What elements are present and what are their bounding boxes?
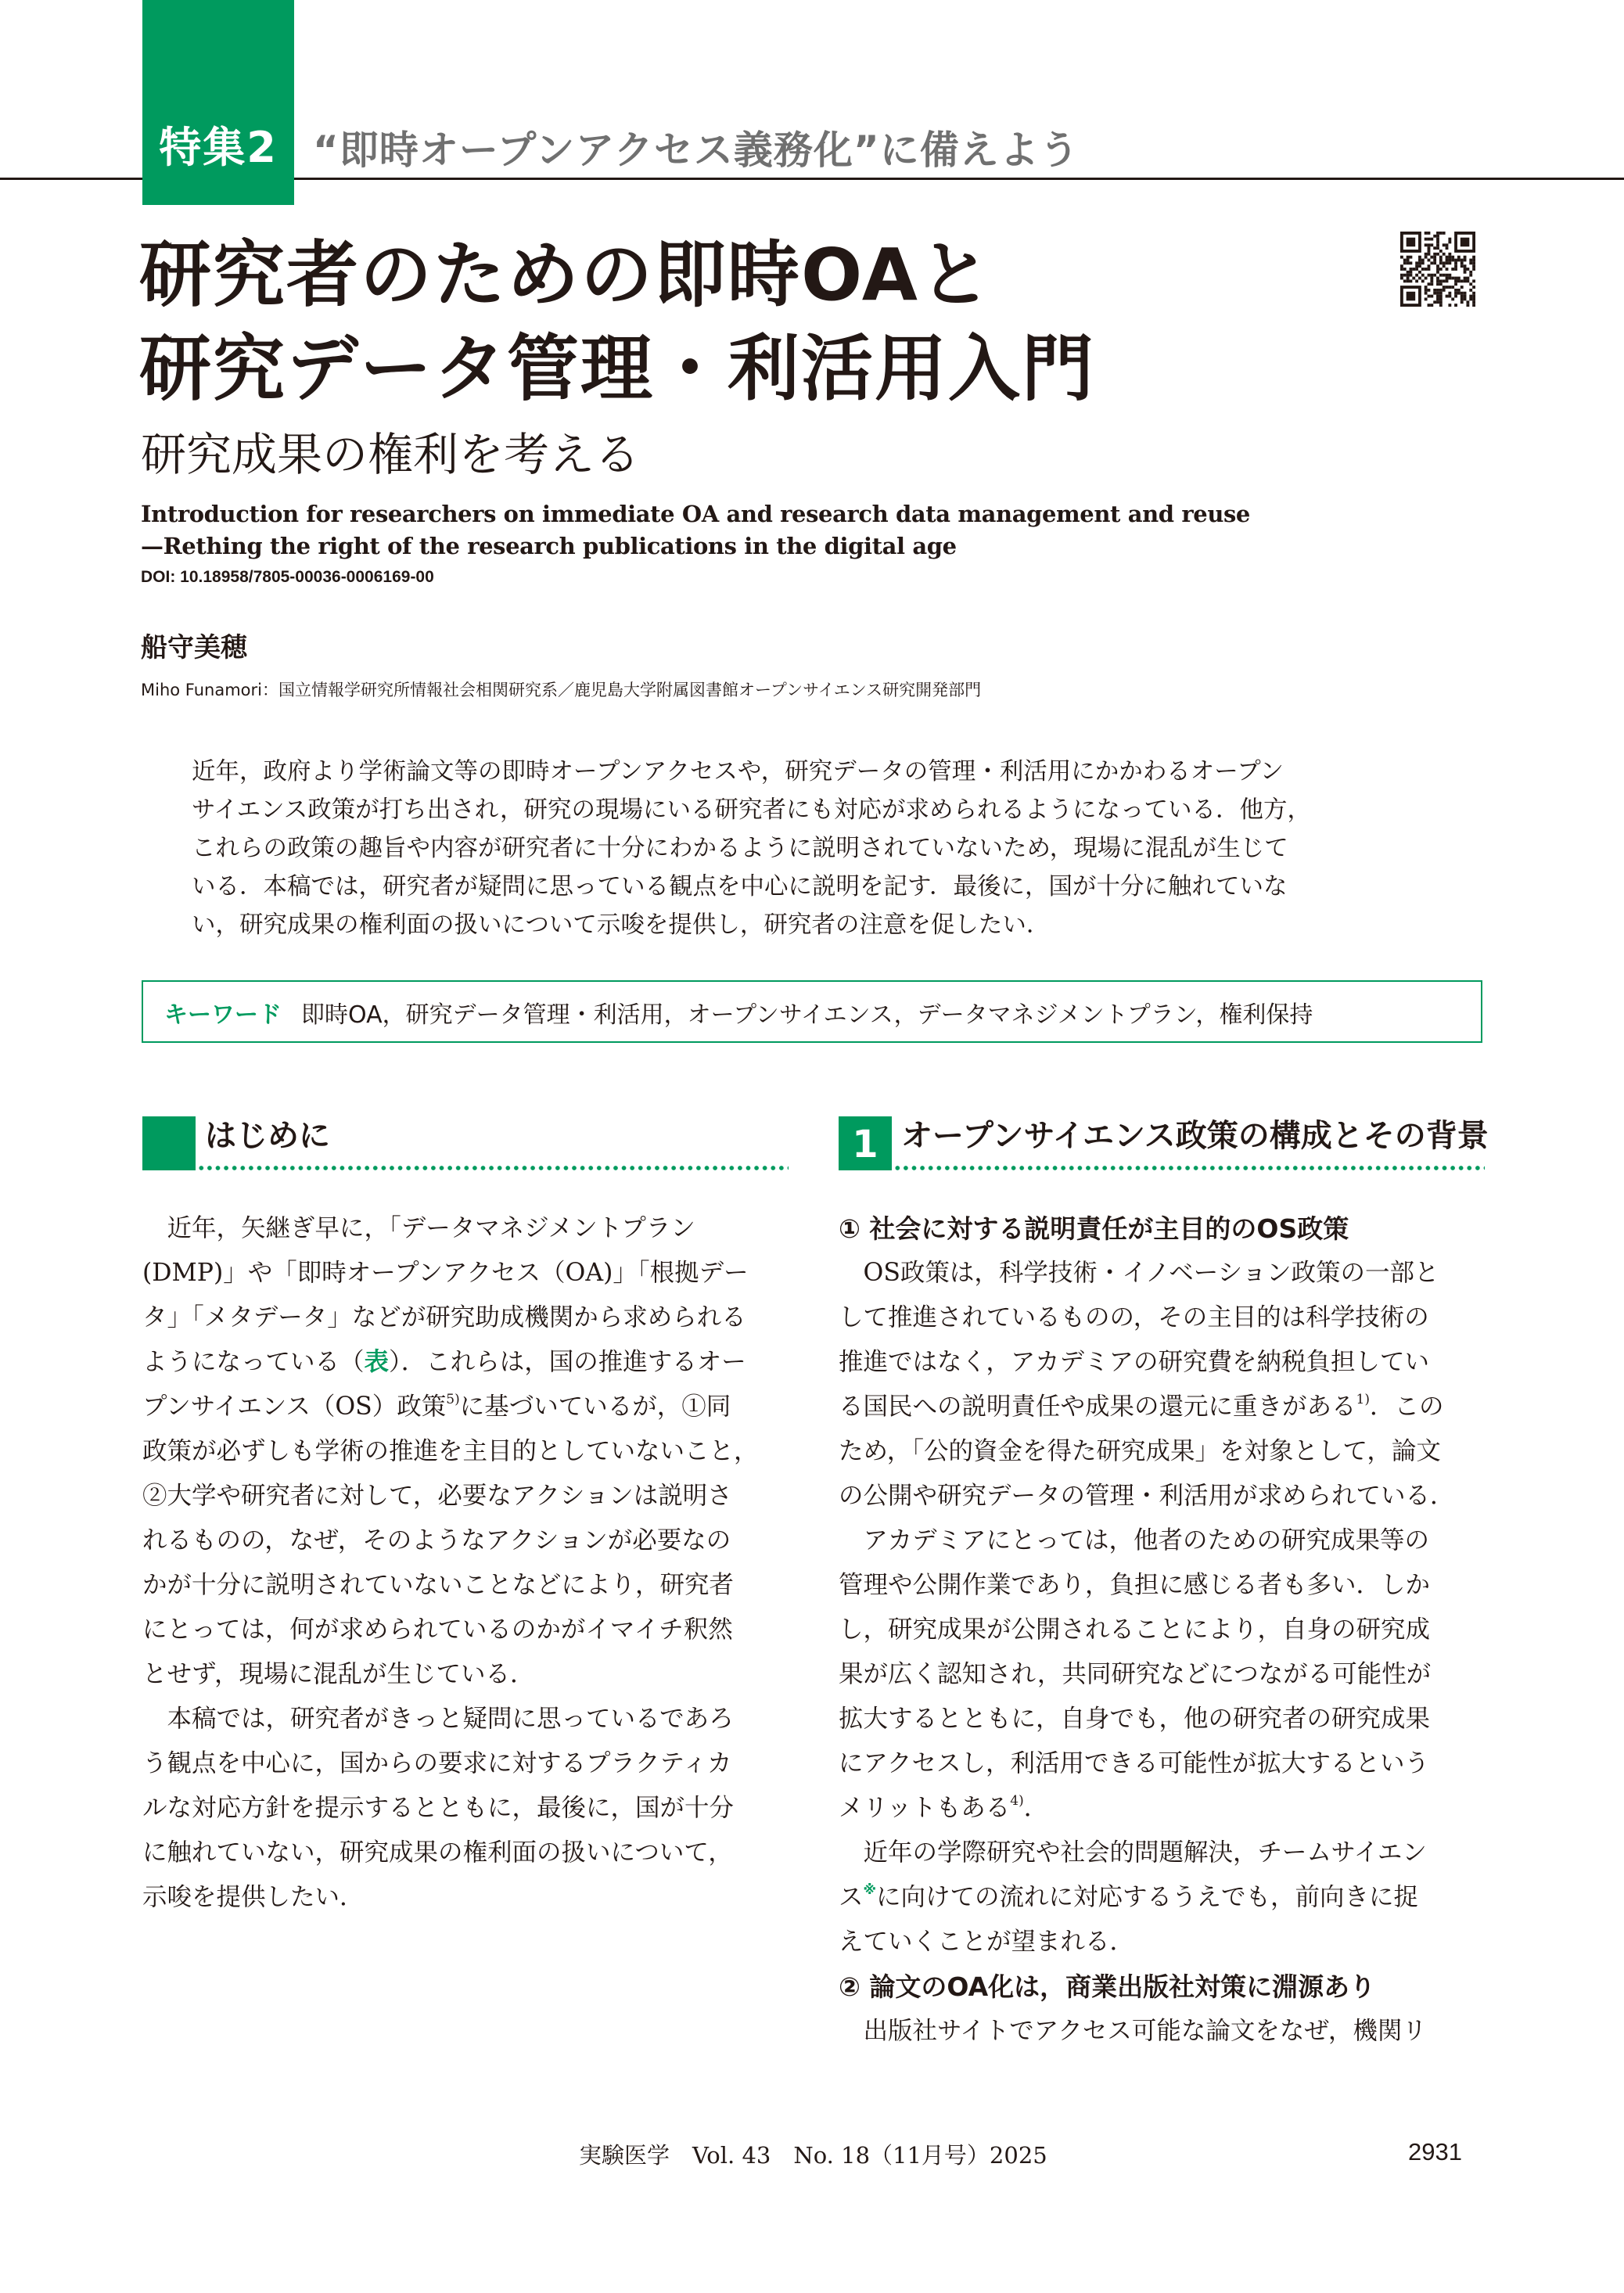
subsection-heading-1: ① 社会に対する説明責任が主目的のOS政策 bbox=[839, 1213, 1349, 1244]
subsection-1-body bbox=[839, 1251, 1486, 1964]
text-line bbox=[142, 1340, 790, 1385]
abstract-line: 近年，政府より学術論文等の即時オープンアクセスや，研究データの管理・利活用にかかわるオープン bbox=[192, 758, 1284, 785]
text-line: 拡大するとともに，自身でも，他の研究者の研究成果 bbox=[839, 1705, 1431, 1733]
page-number: 2931 bbox=[1408, 2138, 1462, 2165]
text-segment: に向けての流れに対応するうえでも，前向きに捉 bbox=[876, 1883, 1419, 1911]
article-subtitle: 研究成果の権利を考える bbox=[141, 428, 641, 481]
english-title-line-1: Introduction for researchers on immediate OA and research data management and reuse bbox=[141, 501, 1250, 527]
text-line: に触れていない，研究成果の権利面の扱いについて， bbox=[142, 1838, 733, 1867]
text-line: 果が広く認知され，共同研究などにつながる可能性が bbox=[839, 1660, 1432, 1688]
text-line: し，研究成果が公開されることにより，自身の研究成 bbox=[839, 1616, 1431, 1644]
section-marker bbox=[142, 1116, 196, 1170]
text-segment: ． bbox=[1023, 1794, 1049, 1822]
footnote-mark[interactable]: ※ bbox=[863, 1882, 877, 1898]
table-reference-link[interactable]: 表 bbox=[364, 1348, 390, 1376]
text-line bbox=[839, 1385, 1486, 1429]
left-column-body bbox=[142, 1206, 790, 1920]
text-line: えていくことが望まれる． bbox=[839, 1928, 1135, 1956]
abstract-line: サイエンス政策が打ち出され，研究の現場にいる研究者にも対応が求められるようになっている．他方， bbox=[192, 796, 1312, 824]
abstract-line: い，研究成果の権利面の扱いについて示唆を提供し，研究者の注意を促したい． bbox=[192, 911, 1051, 939]
section-title-1: オープンサイエンス政策の構成とその背景 bbox=[901, 1118, 1489, 1154]
doi[interactable]: DOI: 10.18958/7805-00036-0006169-00 bbox=[141, 568, 434, 586]
text-line bbox=[839, 1875, 1486, 1920]
text-line: にとっては，何が求められているのかがイマイチ釈然 bbox=[142, 1616, 733, 1644]
qr-code-icon[interactable] bbox=[1400, 232, 1475, 307]
text-line: して推進されているものの，その主目的は科学技術の bbox=[839, 1303, 1429, 1332]
author-affiliation: Miho Funamori：国立情報学研究所情報社会相関研究系／鹿児島大学附属図書館オープンサイエンス研究開発部門 bbox=[141, 681, 982, 699]
text-line: ため，「公的資金を得た研究成果」を対象として，論文 bbox=[839, 1437, 1441, 1465]
text-line: 近年の学際研究や社会的問題解決，チームサイエン bbox=[839, 1838, 1427, 1867]
keywords-text: 即時OA，研究データ管理・利活用，オープンサイエンス，データマネジメントプラン，権利保持 bbox=[301, 1001, 1313, 1029]
header-rule-right bbox=[294, 178, 1624, 180]
text-segment: ）．これらは，国の推進するオー bbox=[389, 1348, 746, 1376]
text-line: ルな対応方針を提示するとともに，最後に，国が十分 bbox=[142, 1794, 735, 1822]
section-title-intro: はじめに bbox=[205, 1118, 330, 1154]
abstract-line: これらの政策の趣旨や内容が研究者に十分にわかるように説明されていないため，現場に混乱が生じて bbox=[192, 835, 1288, 862]
text-segment: プンサイエンス（OS）政策 bbox=[142, 1393, 447, 1421]
article-title-line-2: 研究データ管理・利活用入門 bbox=[139, 327, 1096, 411]
text-line: 本稿では，研究者がきっと疑問に思っているであろ bbox=[142, 1705, 734, 1733]
text-line: OS政策は，科学技術・イノベーション政策の一部と bbox=[839, 1259, 1439, 1287]
text-line: う観点を中心に，国からの要求に対するプラクティカ bbox=[142, 1749, 732, 1777]
text-line: 推進ではなく，アカデミアの研究費を納税負担してい bbox=[839, 1348, 1430, 1376]
author-name: 船守美穂 bbox=[141, 632, 247, 663]
text-line bbox=[839, 1786, 1486, 1831]
text-segment: る国民への説明責任や成果の還元に重きがある bbox=[839, 1393, 1356, 1421]
text-line: れるものの，なぜ，そのようなアクションが必要なの bbox=[142, 1526, 731, 1554]
text-line: アカデミアにとっては，他者のための研究成果等の bbox=[839, 1526, 1430, 1554]
header-rule-left bbox=[0, 178, 142, 180]
citation-reference[interactable]: 5) bbox=[446, 1392, 460, 1407]
text-line: ②大学や研究者に対して，必要なアクションは説明さ bbox=[142, 1482, 732, 1510]
subsection-2-body bbox=[839, 2009, 1486, 2054]
section-number-badge: 1 bbox=[839, 1116, 892, 1170]
text-segment: ス bbox=[839, 1883, 864, 1911]
text-segment: ．この bbox=[1369, 1393, 1444, 1421]
text-line: かが十分に説明されていないことなどにより，研究者 bbox=[142, 1571, 735, 1599]
text-line: 出版社サイトでアクセス可能な論文をなぜ，機関リ bbox=[839, 2017, 1427, 2045]
feature-title: “即時オープンアクセス義務化”に備えよう bbox=[313, 128, 1080, 173]
text-line bbox=[142, 1385, 790, 1429]
right-column-body bbox=[839, 1206, 1486, 2054]
feature-tag: 特集2 bbox=[159, 123, 278, 172]
text-line: 管理や公開作業であり，負担に感じる者も多い．しか bbox=[839, 1571, 1431, 1599]
section-dotted-rule bbox=[197, 1165, 789, 1171]
citation-reference[interactable]: 4) bbox=[1010, 1793, 1024, 1809]
text-segment: に基づいているが，①同 bbox=[459, 1393, 731, 1421]
text-line: の公開や研究データの管理・利活用が求められている． bbox=[839, 1482, 1455, 1510]
text-line: (DMP)」や「即時オープンアクセス（OA)」「根拠デー bbox=[142, 1259, 749, 1287]
english-title-line-2: —Rething the right of the research publications in the digital age bbox=[141, 533, 957, 559]
text-line: 政策が必ずしも学術の推進を主目的としていないこと， bbox=[142, 1437, 759, 1465]
subsection-heading-2: ② 論文のOA化は，商業出版社対策に淵源あり bbox=[839, 1971, 1376, 2002]
abstract bbox=[192, 753, 1435, 944]
citation-reference[interactable]: 1) bbox=[1356, 1392, 1370, 1407]
text-line: 近年，矢継ぎ早に，「データマネジメントプラン bbox=[142, 1214, 695, 1242]
footer-journal-info: 実験医学 Vol. 43 No. 18（11月号）2025 bbox=[579, 2142, 1047, 2169]
text-line: タ」「メタデータ」などが研究助成機関から求められる bbox=[142, 1303, 746, 1332]
article-title-line-1: 研究者のための即時OAと bbox=[139, 233, 993, 317]
text-segment: メリットもある bbox=[839, 1794, 1011, 1822]
text-line: にアクセスし，利活用できる可能性が拡大するという bbox=[839, 1749, 1430, 1777]
keywords-label: キーワード bbox=[164, 1001, 282, 1029]
section-dotted-rule bbox=[893, 1165, 1485, 1171]
abstract-line: いる．本稿では，研究者が疑問に思っている観点を中心に説明を記す．最後に，国が十分に触れていな bbox=[192, 873, 1288, 900]
text-line: とせず，現場に混乱が生じている． bbox=[142, 1660, 535, 1688]
text-line: 示唆を提供したい． bbox=[142, 1883, 365, 1911]
text-segment: ようになっている（ bbox=[142, 1348, 365, 1376]
